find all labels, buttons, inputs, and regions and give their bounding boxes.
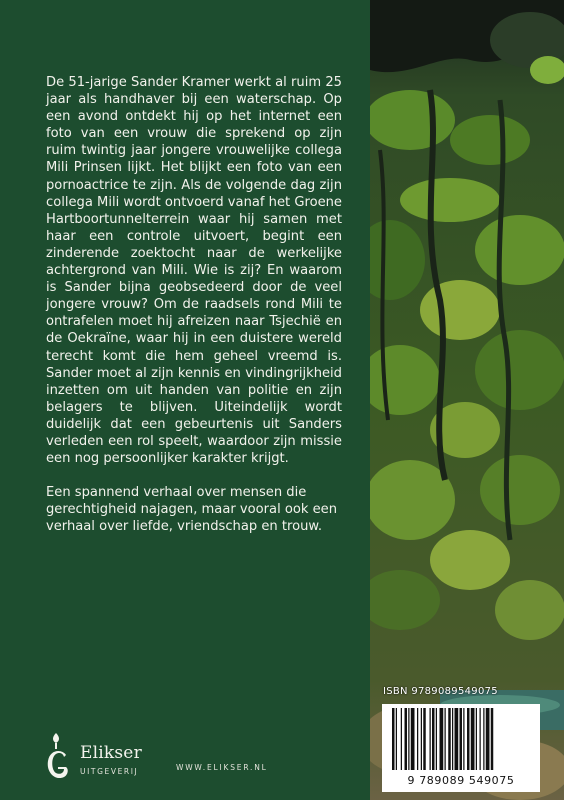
- publisher-logo: [42, 731, 162, 785]
- publisher-website: WWW.ELIKSER.NL: [176, 763, 268, 772]
- barcode-bars: [390, 708, 532, 770]
- elikser-logo-icon: [42, 731, 76, 785]
- isbn-label: ISBN 9789089549075: [383, 686, 498, 697]
- blurb-paragraph-1: De 51-jarige Sander Kramer werkt al ruim 25 jaar als handhaver bij een waterschap. Op een avond ontdekt hij op het internet een foto van een vrouw die sprekend op zijn ruim twintig jaar jongere vrouwelijke collega Mili Prinsen lijkt. Het blijkt een foto van een pornoactrice te zijn. Als de volgende dag zijn collega Mili wordt ontvoerd vanaf het Groene Hartboortunnelterrein waar hij samen met haar een controle uitvoert, begint een zinderende zoektocht naar de werkelijke achtergrond van Mili. Wie is zij? En waarom is Sander bijna geobsedeerd door de veel jongere vrouw? Om de raadsels rond Mili te ontrafelen moet hij afreizen naar Tsjechië en de Oekraïne, waar hij in een duistere wereld terecht komt die hem geheel vreemd is. Sander moet al zijn kennis en vindingrijkheid inzetten om uit handen van politie en zijn belagers te blijven. Uiteindelijk wordt duidelijk dat een gebeurtenis uit Sanders verleden een rol speelt, waardoor zijn missie een nog persoonlijker karakter krijgt.: [46, 75, 342, 467]
- blurb-paragraph-2: Een spannend verhaal over mensen die gerechtigheid najagen, maar vooral ook een verhaal over liefde, vriendschap en trouw.: [46, 485, 338, 535]
- publisher-name: Elikser: [80, 743, 142, 763]
- cave-photo: [370, 0, 564, 800]
- back-cover-blurb: [46, 74, 342, 535]
- publisher-subtitle: UITGEVERIJ: [80, 767, 139, 776]
- isbn-barcode: [382, 704, 540, 792]
- barcode-digits: 9 789089 549075: [407, 774, 515, 787]
